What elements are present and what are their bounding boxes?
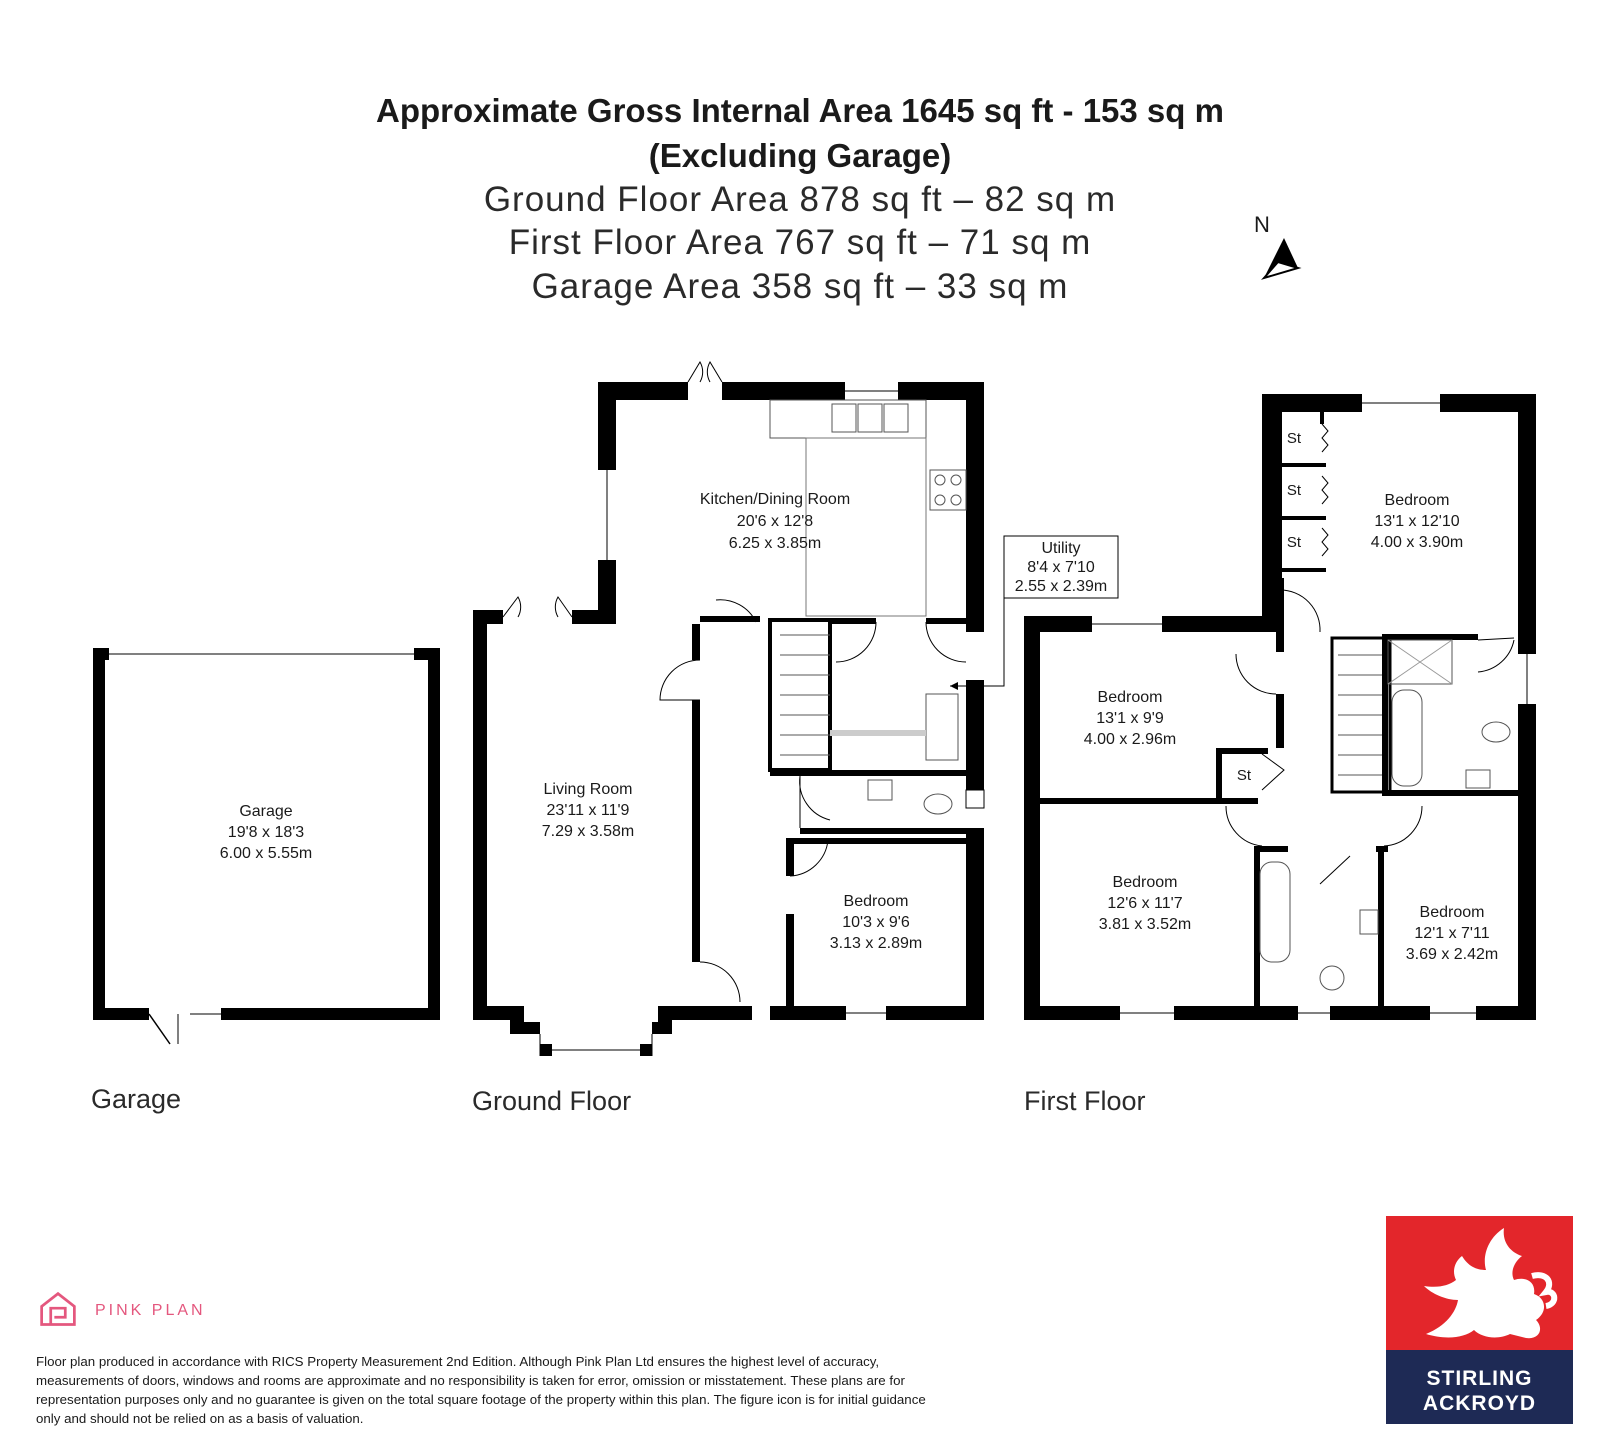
agent-name-line2: ACKROYD [1422, 1392, 1537, 1415]
store-label-2: St [1286, 482, 1302, 499]
griffin-icon [1386, 1216, 1573, 1350]
garage-area: Garage Area 358 sq ft – 33 sq m [531, 267, 1069, 306]
floor-label-garage: Garage [91, 1084, 182, 1114]
living-metric: 7.29 x 3.58m [541, 823, 635, 840]
living-name: Living Room [543, 781, 633, 798]
ground-bedroom-imperial: 10'3 x 9'6 [842, 914, 910, 931]
garage-plan [93, 648, 440, 1044]
north-label: N [1254, 212, 1270, 237]
floor-label-ground: Ground Floor [472, 1086, 632, 1116]
agent-name [1386, 1366, 1573, 1416]
bedroom-3-name: Bedroom [1112, 874, 1178, 891]
bedroom-4-name: Bedroom [1419, 904, 1485, 921]
floor-label-first: First Floor [1024, 1086, 1146, 1116]
utility-name: Utility [1041, 540, 1081, 557]
kitchen-imperial: 20'6 x 12'8 [736, 513, 814, 530]
stirling-ackroyd-logo [1386, 1216, 1573, 1424]
kitchen-metric: 6.25 x 3.85m [728, 535, 822, 552]
store-label-4: St [1236, 767, 1252, 784]
garage-imperial: 19'8 x 18'3 [227, 824, 305, 841]
pink-plan-logo-icon [36, 1290, 80, 1330]
living-imperial: 23'11 x 11'9 [546, 802, 630, 819]
pink-plan-brand: PINK PLAN [95, 1302, 206, 1319]
bedroom-2-imperial: 13'1 x 9'9 [1096, 710, 1164, 727]
excluding-garage-note: (Excluding Garage) [648, 137, 952, 174]
agent-name-line1: STIRLING [1426, 1367, 1533, 1390]
store-label-1: St [1286, 430, 1302, 447]
ground-bedroom-metric: 3.13 x 2.89m [829, 935, 923, 952]
ground-bedroom-name: Bedroom [843, 893, 909, 910]
north-arrow-icon [1264, 238, 1298, 278]
gross-area-title: Approximate Gross Internal Area 1645 sq ft - 153 sq m [376, 92, 1224, 129]
garage-metric: 6.00 x 5.55m [219, 845, 313, 862]
utility-imperial: 8'4 x 7'10 [1027, 559, 1095, 576]
bedroom-main-imperial: 13'1 x 12'10 [1374, 513, 1460, 530]
bedroom-2-name: Bedroom [1097, 689, 1163, 706]
bedroom-main-name: Bedroom [1384, 492, 1450, 509]
bedroom-2-metric: 4.00 x 2.96m [1083, 731, 1177, 748]
bedroom-3-imperial: 12'6 x 11'7 [1107, 895, 1183, 912]
first-floor-area: First Floor Area 767 sq ft – 71 sq m [508, 223, 1092, 262]
bedroom-main-metric: 4.00 x 3.90m [1370, 534, 1464, 551]
store-label-3: St [1286, 534, 1302, 551]
kitchen-name: Kitchen/Dining Room [699, 491, 851, 508]
bedroom-4-metric: 3.69 x 2.42m [1405, 946, 1499, 963]
disclaimer-text: Floor plan produced in accordance with RICS Property Measurement 2nd Edition. Although Pink Plan Ltd ensures the highest level of accuracy, measurements of doors, windows and rooms are approximate and no responsibility is taken for error, omission or misstatement. These plans are for representation purposes only and no guarantee is given on the total square footage of the property within this plan. The figure icon is for initial guidance only and should not be relied on as a basis of valuation. [36, 1354, 926, 1426]
ground-floor-area: Ground Floor Area 878 sq ft – 82 sq m [483, 180, 1117, 219]
first-floor-plan [1024, 394, 1536, 1020]
bedroom-4-imperial: 12'1 x 7'11 [1414, 925, 1490, 942]
utility-metric: 2.55 x 2.39m [1014, 578, 1108, 595]
bedroom-3-metric: 3.81 x 3.52m [1098, 916, 1192, 933]
garage-name: Garage [239, 803, 293, 820]
ground-floor-plan [473, 362, 1118, 1056]
agent-name-band [1386, 1350, 1573, 1424]
